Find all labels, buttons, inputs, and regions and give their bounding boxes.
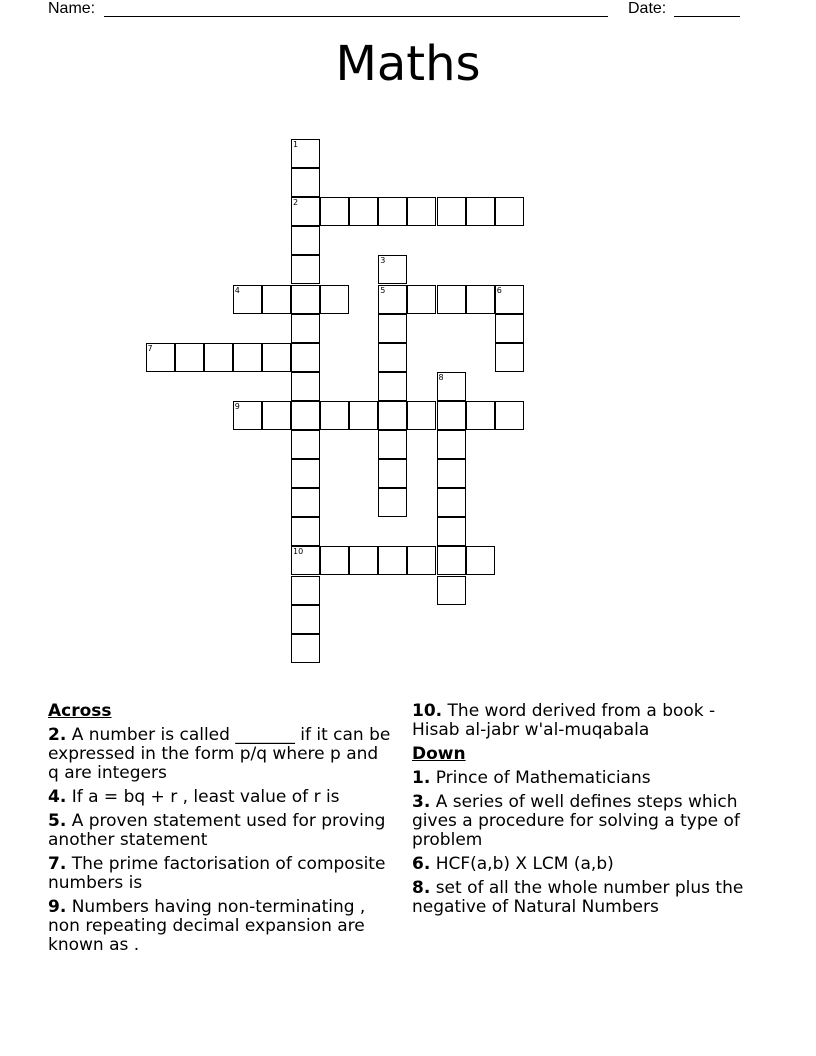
crossword-cell[interactable] <box>291 459 320 488</box>
crossword-cell[interactable] <box>407 197 436 226</box>
crossword-cell[interactable] <box>233 343 262 372</box>
crossword-cell[interactable] <box>349 197 378 226</box>
crossword-cell[interactable] <box>175 343 204 372</box>
page-title: Maths <box>335 36 481 92</box>
clue-number: 9. <box>48 897 67 917</box>
crossword-cell[interactable] <box>437 488 466 517</box>
across-heading: Across <box>48 701 112 721</box>
crossword-cell[interactable] <box>378 372 407 401</box>
clue-number: 10. <box>412 701 443 721</box>
crossword-cell[interactable] <box>437 372 466 401</box>
name-label: Name: <box>48 0 96 17</box>
crossword-cell[interactable] <box>495 343 524 372</box>
cell-number: 4 <box>234 285 240 295</box>
crossword-cell[interactable] <box>378 401 407 430</box>
clue-down-6 <box>412 855 752 874</box>
crossword-cell[interactable] <box>291 430 320 459</box>
clue-across-5 <box>48 812 393 850</box>
cell-number: 1 <box>293 140 299 149</box>
crossword-cell[interactable] <box>407 546 436 575</box>
date-label: Date: <box>628 0 667 17</box>
crossword-cell[interactable] <box>437 401 466 430</box>
crossword-cell[interactable] <box>262 401 291 430</box>
crossword-cell[interactable] <box>320 197 349 226</box>
clues-left-column <box>48 702 393 960</box>
crossword-cell[interactable] <box>437 197 466 226</box>
cell-number: 8 <box>438 372 444 382</box>
crossword-cell[interactable] <box>291 343 320 372</box>
crossword-cell[interactable] <box>320 285 349 314</box>
crossword-cell[interactable] <box>233 401 262 430</box>
cell-number: 5 <box>380 285 386 295</box>
clue-text: Prince of Mathematicians <box>435 768 651 788</box>
crossword-cell[interactable] <box>495 197 524 226</box>
crossword-cell[interactable] <box>146 343 175 372</box>
crossword-cell[interactable] <box>378 343 407 372</box>
clue-number: 4. <box>48 787 67 807</box>
crossword-cell[interactable] <box>291 488 320 517</box>
clue-text: Numbers having non-terminating , non repeating decimal expansion are known as . <box>48 897 366 955</box>
crossword-cell[interactable] <box>291 168 320 197</box>
clue-number: 5. <box>48 811 67 831</box>
crossword-cell[interactable] <box>320 401 349 430</box>
crossword-cell[interactable] <box>291 314 320 343</box>
clue-number: 1. <box>412 768 431 788</box>
crossword-cell[interactable] <box>291 255 320 284</box>
crossword-cell[interactable] <box>378 459 407 488</box>
clue-down-3 <box>412 793 752 850</box>
cell-number: 9 <box>234 401 240 411</box>
crossword-cell[interactable] <box>204 343 233 372</box>
crossword-cell[interactable] <box>291 226 320 255</box>
crossword-cell[interactable] <box>320 546 349 575</box>
crossword-cell[interactable] <box>233 285 262 314</box>
crossword-cell[interactable] <box>291 605 320 634</box>
crossword-cell[interactable] <box>437 430 466 459</box>
clue-text: A number is called _______ if it can be expressed in the form p/q where p and q are integers <box>48 725 391 783</box>
crossword-cell[interactable] <box>495 314 524 343</box>
crossword-cell[interactable] <box>407 401 436 430</box>
crossword-cell[interactable] <box>291 517 320 546</box>
clue-across-10 <box>412 702 752 740</box>
clue-number: 7. <box>48 854 67 874</box>
crossword-cell[interactable] <box>378 285 407 314</box>
down-heading: Down <box>412 744 466 764</box>
crossword-cell[interactable] <box>291 372 320 401</box>
crossword-cell[interactable] <box>349 401 378 430</box>
crossword-cell[interactable] <box>378 197 407 226</box>
crossword-cell[interactable] <box>466 401 495 430</box>
clue-text: The word derived from a book - Hisab al-jabr w'al-muqabala <box>412 701 716 740</box>
crossword-cell[interactable] <box>291 197 320 226</box>
crossword-cell[interactable] <box>291 401 320 430</box>
crossword-cell[interactable] <box>291 139 320 168</box>
clue-down-1 <box>412 769 752 788</box>
crossword-cell[interactable] <box>466 546 495 575</box>
cell-number: 3 <box>380 256 386 266</box>
clue-text: A proven statement used for proving another statement <box>48 811 386 850</box>
clue-text: A series of well defines steps which gives a procedure for solving a type of problem <box>412 792 740 850</box>
crossword-cell[interactable] <box>349 546 378 575</box>
clues-right-column <box>412 702 752 922</box>
crossword-cell[interactable] <box>437 546 466 575</box>
clue-text: set of all the whole number plus the negative of Natural Numbers <box>412 878 744 917</box>
crossword-cell[interactable] <box>291 576 320 605</box>
cell-number: 7 <box>147 343 153 353</box>
crossword-cell[interactable] <box>262 343 291 372</box>
crossword-cell[interactable] <box>407 285 436 314</box>
crossword-cell[interactable] <box>437 576 466 605</box>
crossword-cell[interactable] <box>291 546 320 575</box>
clue-text: The prime factorisation of composite numbers is <box>48 854 386 893</box>
clue-across-2 <box>48 726 393 783</box>
crossword-cell[interactable] <box>437 459 466 488</box>
clue-text: HCF(a,b) X LCM (a,b) <box>435 854 614 874</box>
clue-across-4 <box>48 788 393 807</box>
crossword-cell[interactable] <box>437 517 466 546</box>
crossword-cell[interactable] <box>495 401 524 430</box>
crossword-cell[interactable] <box>291 634 320 663</box>
cell-number: 2 <box>293 198 299 208</box>
crossword-cell[interactable] <box>378 314 407 343</box>
crossword-cell[interactable] <box>437 285 466 314</box>
crossword-cell[interactable] <box>378 546 407 575</box>
cell-number: 10 <box>293 547 304 557</box>
crossword-cell[interactable] <box>466 197 495 226</box>
clue-number: 2. <box>48 725 67 745</box>
crossword-cell[interactable] <box>466 285 495 314</box>
crossword-cell[interactable] <box>291 285 320 314</box>
crossword-cell[interactable] <box>378 255 407 284</box>
clue-across-9 <box>48 898 393 955</box>
crossword-cell[interactable] <box>262 285 291 314</box>
clue-across-7 <box>48 855 393 893</box>
crossword-cell[interactable] <box>378 430 407 459</box>
crossword-cell[interactable] <box>495 285 524 314</box>
clue-number: 8. <box>412 878 431 898</box>
clue-number: 6. <box>412 854 431 874</box>
clue-number: 3. <box>412 792 431 812</box>
clue-text: If a = bq + r , least value of r is <box>71 787 340 807</box>
cell-number: 6 <box>496 285 502 295</box>
clue-down-8 <box>412 879 752 917</box>
crossword-cell[interactable] <box>378 488 407 517</box>
